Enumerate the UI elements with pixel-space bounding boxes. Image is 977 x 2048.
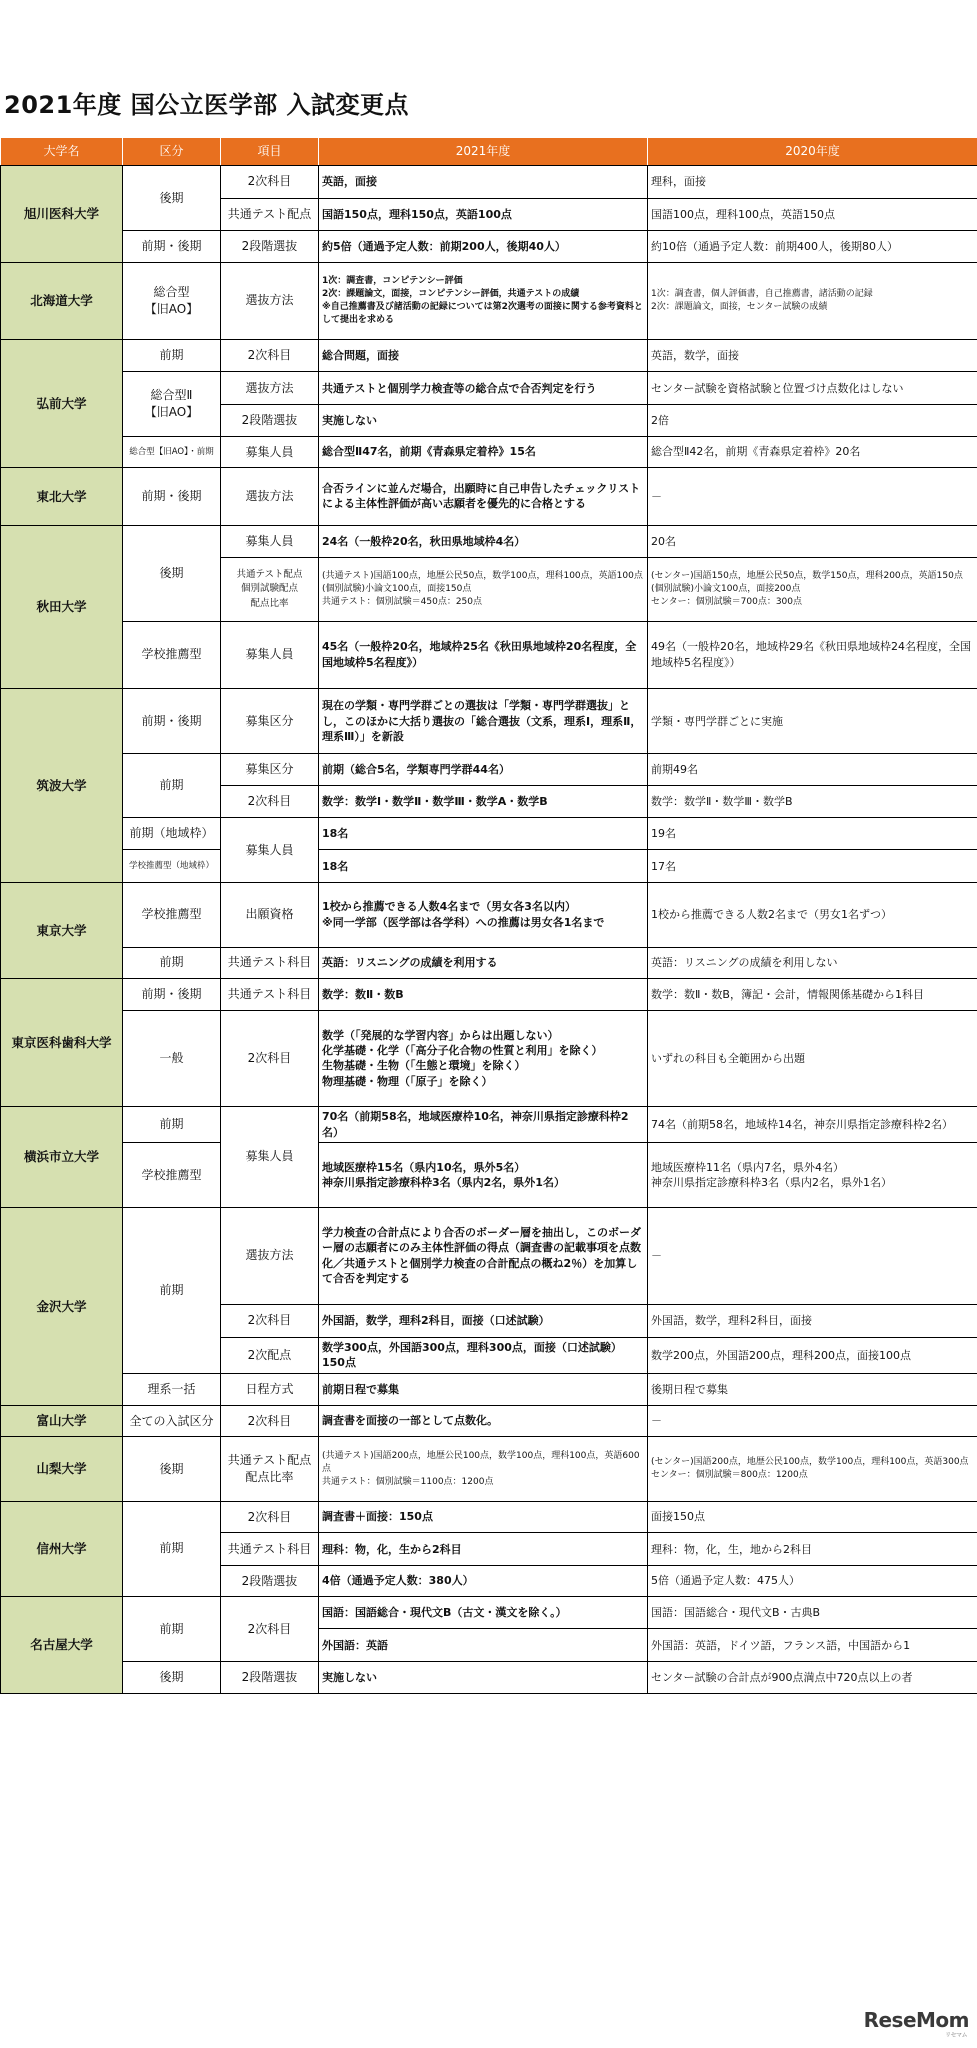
item-cell: 募集人員 [221,817,319,882]
division-cell: 学校推薦型 [123,1143,221,1207]
item-cell: 募集区分 [221,754,319,786]
table-row [1,621,977,688]
division-cell: 前期 [123,1501,221,1596]
division-line: 【旧AO】 [144,301,199,316]
header-2021: 2021年度 [319,138,648,166]
item-cell: 2次科目 [221,786,319,818]
value-line: 1校から推薦できる人数4名まで（男女各3名以内） [322,900,576,914]
division-line: 【旧AO】 [144,405,199,420]
logo-text: ReseMom [863,2008,969,2032]
value-2020: 数学200点，外国語200点，理科200点，面接100点 [648,1337,977,1374]
item-cell: 共通テスト科目 [221,947,319,979]
table-row [1,1662,977,1694]
value-2021 [319,1143,648,1207]
table-row [1,850,977,883]
value-2021 [319,263,648,340]
item-cell: 選抜方法 [221,1207,319,1304]
value-line: (個別試験)小論文100点，面接150点 [322,583,472,594]
value-line: (センター)国語150点，地歴公民50点，数学150点，理科200点，英語150点 [651,570,963,581]
value-line: 化学基礎・化学（「高分子化合物の性質と利用」を除く） [322,1043,603,1057]
value-2020: 20名 [648,525,977,558]
value-2021: 70名（前期58名，地域医療枠10名，神奈川県指定診療科枠2名） [319,1106,648,1143]
value-2021: 理科：物，化，生から2科目 [319,1533,648,1566]
division-cell: 前期・後期 [123,979,221,1011]
university-name: 東京大学 [1,883,123,979]
table-row [1,947,977,979]
university-name: 筑波大学 [1,689,123,883]
value-line: ※同一学部（医学部は各学科）への推薦は男女各1名まで [322,915,605,929]
value-2021: 数学：数Ⅱ・数B [319,979,648,1011]
changes-table [0,137,977,1694]
value-2021 [319,1437,648,1501]
value-2021: 実施しない [319,1662,648,1694]
item-cell: 募集人員 [221,621,319,688]
item-cell: 2次配点 [221,1337,319,1374]
item-cell: 2次科目 [221,1010,319,1106]
item-cell: 2次科目 [221,1405,319,1437]
table-row [1,436,977,468]
value-line: 49名（一般枠20名，地域枠29名《秋田県地域枠24名程度，全国地域枠5名程度》） [651,640,971,669]
division-cell: 理系一括 [123,1374,221,1406]
university-name: 旭川医科大学 [1,166,123,263]
value-2020 [648,558,977,621]
value-2020: センター試験を資格試験と位置づけ点数化はしない [648,372,977,405]
item-cell: 選抜方法 [221,468,319,525]
item-cell: 募集人員 [221,525,319,558]
division-cell: 前期 [123,1207,221,1373]
value-line: 合否ラインに並んだ場合，出願時に自己申告したチェックリストによる主体性評価が高い志願者を優先的に合格とする [322,482,641,511]
value-line: 数学（「発展的な学習内容」からは出題しない） [322,1028,559,1042]
value-2021: 共通テストと個別学力検査等の総合点で合否判定を行う [319,372,648,405]
division-cell: 前期・後期 [123,468,221,525]
value-2020: 74名（前期58名，地域枠14名，神奈川県指定診療科枠2名） [648,1106,977,1143]
table-row [1,979,977,1011]
item-cell: 日程方式 [221,1374,319,1406]
value-2020: 5倍（通過予定人数：475人） [648,1566,977,1597]
value-2020: 外国語：英語，ドイツ語，フランス語，中国語から1 [648,1629,977,1662]
value-line: 現在の学類・専門学群ごとの選抜は「学類・専門学群選抜」とし，このほかに大括り選抜の「総合選抜（文系，理系Ⅰ，理系Ⅱ，理系Ⅲ）」を新設 [322,699,642,743]
university-name: 秋田大学 [1,525,123,688]
value-line: 2次：課題論文，面接，コンピテンシー評価，共通テストの成績 [322,288,580,299]
university-name: 北海道大学 [1,263,123,340]
header-item: 項目 [221,138,319,166]
division-cell: 前期 [123,1596,221,1661]
value-line: ※自己推薦書及び諸活動の記録については第2次選考の面接に関する参考資料として提出を求める [322,301,643,325]
division-cell: 総合型【旧AO】・前期 [123,436,221,468]
value-line: 学力検査の合計点により合否のボーダー層を抽出し，このボーダー層の志願者にのみ主体性評価の得点（調査書の記載事項を点数化／共通テストと個別学力検査の合計配点の概ね2％）を加算して合否を判定する [322,1226,641,1286]
logo-subtext: リセマム [945,2032,967,2039]
value-2021: 24名（一般枠20名，秋田県地域枠4名） [319,525,648,558]
university-name: 山梨大学 [1,1437,123,1501]
value-line: (個別試験)小論文100点，面接200点 [651,583,801,594]
value-2021 [319,883,648,947]
value-2020: － [648,1207,977,1304]
item-cell: 募集人員 [221,1106,319,1207]
university-name: 富山大学 [1,1405,123,1437]
value-2020: 外国語，数学，理科2科目，面接 [648,1304,977,1337]
value-2020: 数学：数学Ⅱ・数学Ⅲ・数学B [648,786,977,818]
division-cell: 学校推薦型 [123,883,221,947]
division-cell: 後期 [123,525,221,621]
division-cell: 後期 [123,1662,221,1694]
item-cell: 2段階選抜 [221,1662,319,1694]
value-2021: 4倍（通過予定人数：380人） [319,1566,648,1597]
university-name: 名古屋大学 [1,1596,123,1693]
value-2020 [648,621,977,688]
value-2021: 国語150点，理科150点，英語100点 [319,198,648,231]
value-2020: 英語，数学，面接 [648,339,977,372]
value-line: 共通テスト：個別試験＝450点：250点 [322,596,482,607]
value-line: 地域医療枠15名（県内10名，県外5名） [322,1160,526,1174]
item-cell: 共通テスト科目 [221,1533,319,1566]
value-2020: 後期日程で募集 [648,1374,977,1406]
value-line: 1次：調査書，個人評価書，自己推薦書，諸活動の記録 [651,288,873,299]
table-row [1,339,977,372]
table-row [1,689,977,754]
value-2021: 国語：国語総合・現代文B（古文・漢文を除く。） [319,1596,648,1629]
value-2021 [319,689,648,754]
university-name: 東京医科歯科大学 [1,979,123,1107]
value-2020: 理科：物，化，生，地から2科目 [648,1533,977,1566]
value-2021: 外国語：英語 [319,1629,648,1662]
value-line: 神奈川県指定診療科枠3名（県内2名，県外1名） [322,1176,565,1190]
page-title: 2021年度 国公立医学部 入試変更点 [4,91,410,119]
value-2020: － [648,1405,977,1437]
item-line: 個別試験配点 [240,583,298,595]
item-cell: 募集人員 [221,436,319,468]
item-line: 配点比率 [250,597,289,609]
table-row [1,754,977,786]
value-line: 共通テスト：個別試験＝1100点：1200点 [322,1476,494,1487]
division-cell: 後期 [123,1437,221,1501]
division-cell: 前期 [123,339,221,372]
value-line: (共通テスト)国語200点，地歴公民100点，数学100点，理科100点，英語600点 [322,1450,640,1474]
table-row [1,1405,977,1437]
value-2020: 19名 [648,817,977,850]
table-row [1,166,977,199]
value-2021: 総合型Ⅱ47名，前期《青森県定着枠》15名 [319,436,648,468]
table-row [1,1010,977,1106]
table-row [1,1374,977,1406]
university-name: 信州大学 [1,1501,123,1596]
value-2020: センター試験の合計点が900点満点中720点以上の者 [648,1662,977,1694]
value-2021: 総合問題，面接 [319,339,648,372]
value-line: 2次：課題論文，面接，センター試験の成績 [651,301,828,312]
value-line: 物理基礎・物理（「原子」を除く） [322,1074,493,1088]
value-2020: 2倍 [648,405,977,437]
value-2020: 総合型Ⅱ42名，前期《青森県定着枠》20名 [648,436,977,468]
item-cell: 共通テスト科目 [221,979,319,1011]
division-cell: 前期・後期 [123,231,221,263]
division-cell: 前期 [123,947,221,979]
division-cell: 前期（地域枠） [123,817,221,850]
university-name: 金沢大学 [1,1207,123,1405]
table-row [1,263,977,340]
item-line: 共通テスト配点 [227,1453,312,1468]
value-line: 1次：調査書，コンピテンシー評価 [322,275,463,286]
item-cell: 出願資格 [221,883,319,947]
division-cell [123,263,221,340]
value-2020 [648,1437,977,1501]
division-cell: 前期・後期 [123,689,221,754]
value-2021 [319,621,648,688]
table-row [1,468,977,525]
item-cell: 2段階選抜 [221,1566,319,1597]
item-cell: 2次科目 [221,166,319,199]
table-row [1,1106,977,1143]
value-2021: 前期（総合5名，学類専門学群44名） [319,754,648,786]
value-2020: 前期49名 [648,754,977,786]
value-2020: 英語：リスニングの成績を利用しない [648,947,977,979]
item-cell: 共通テスト配点 [221,198,319,231]
value-2020: 約10倍（通過予定人数：前期400人，後期80人） [648,231,977,263]
division-cell: 後期 [123,166,221,231]
value-2021: 調査書を面接の一部として点数化。 [319,1405,648,1437]
value-2021: 調査書＋面接：150点 [319,1501,648,1533]
division-cell: 前期 [123,754,221,817]
value-2021: 英語，面接 [319,166,648,199]
value-2021: 英語：リスニングの成績を利用する [319,947,648,979]
table-row [1,817,977,850]
header-university: 大学名 [1,138,123,166]
value-2020: 学類・専門学群ごとに実施 [648,689,977,754]
item-cell: 2次科目 [221,1304,319,1337]
item-cell: 2次科目 [221,339,319,372]
value-2020: 理科，面接 [648,166,977,199]
value-2020: 17名 [648,850,977,883]
value-2021 [319,1010,648,1106]
division-cell: 学校推薦型 [123,621,221,688]
value-2021 [319,468,648,525]
value-2020: 1校から推薦できる人数2名まで（男女1名ずつ） [648,883,977,947]
value-2021 [319,558,648,621]
item-cell: 募集区分 [221,689,319,754]
division-cell: 一般 [123,1010,221,1106]
table-row [1,525,977,558]
resemom-logo [863,2008,969,2039]
value-2021: 18名 [319,850,648,883]
item-cell: 2次科目 [221,1596,319,1661]
value-line: 地域医療枠11名（県内7名，県外4名） [651,1160,844,1174]
value-2021 [319,1207,648,1304]
table-row [1,1596,977,1629]
value-2021: 実施しない [319,405,648,437]
value-2021: 前期日程で募集 [319,1374,648,1406]
table-row [1,1207,977,1304]
division-line: 総合型 [153,285,190,300]
value-line: (共通テスト)国語100点，地歴公民50点，数学100点，理科100点，英語100点 [322,570,643,581]
value-line: 神奈川県指定診療科枠3名（県内2名，県外1名） [651,1176,892,1190]
item-line: 配点比率 [245,1470,294,1485]
value-2020 [648,1143,977,1207]
item-cell: 2次科目 [221,1501,319,1533]
table-header-row [1,138,977,166]
table-row [1,372,977,405]
header-division: 区分 [123,138,221,166]
value-line: 生物基礎・生物（「生態と環境」を除く） [322,1059,526,1073]
item-cell: 選抜方法 [221,372,319,405]
value-2020: 国語100点，理科100点，英語150点 [648,198,977,231]
value-2021: 18名 [319,817,648,850]
value-line: センター：個別試験＝800点：1200点 [651,1470,808,1481]
table-row [1,883,977,947]
university-name: 横浜市立大学 [1,1106,123,1207]
division-cell: 前期 [123,1106,221,1143]
item-cell [221,558,319,621]
item-cell [221,1437,319,1501]
value-2021: 数学：数学Ⅰ・数学Ⅱ・数学Ⅲ・数学A・数学B [319,786,648,818]
item-cell: 2段階選抜 [221,231,319,263]
table-row [1,1143,977,1207]
division-cell [123,372,221,436]
value-2020: － [648,468,977,525]
item-cell: 選抜方法 [221,263,319,340]
university-name: 東北大学 [1,468,123,525]
value-2021: 外国語，数学，理科2科目，面接（口述試験） [319,1304,648,1337]
value-2021: 数学300点，外国語300点，理科300点，面接（口述試験）150点 [319,1337,648,1374]
value-2020: 国語：国語総合・現代文B・古典B [648,1596,977,1629]
division-line: 総合型Ⅱ [150,388,193,403]
item-cell: 2段階選抜 [221,405,319,437]
table-row [1,1437,977,1501]
value-2020: 面接150点 [648,1501,977,1533]
university-name: 弘前大学 [1,339,123,468]
value-2020: 数学：数Ⅱ・数B，簿記・会計，情報関係基礎から1科目 [648,979,977,1011]
value-2021: 約5倍（通過予定人数：前期200人，後期40人） [319,231,648,263]
value-line: (センター)国語200点，地歴公民100点，数学100点，理科100点，英語300点 [651,1457,969,1468]
table-row [1,1501,977,1533]
table-row [1,231,977,263]
header-2020: 2020年度 [648,138,977,166]
value-2020 [648,263,977,340]
value-line: 45名（一般枠20名，地域枠25名《秋田県地域枠20名程度，全国地域枠5名程度》） [322,640,637,669]
value-line: センター：個別試験＝700点：300点 [651,596,802,607]
value-2020: いずれの科目も全範囲から出題 [648,1010,977,1106]
division-cell: 全ての入試区分 [123,1405,221,1437]
division-cell: 学校推薦型（地域枠） [123,850,221,883]
item-line: 共通テスト配点 [236,569,303,581]
